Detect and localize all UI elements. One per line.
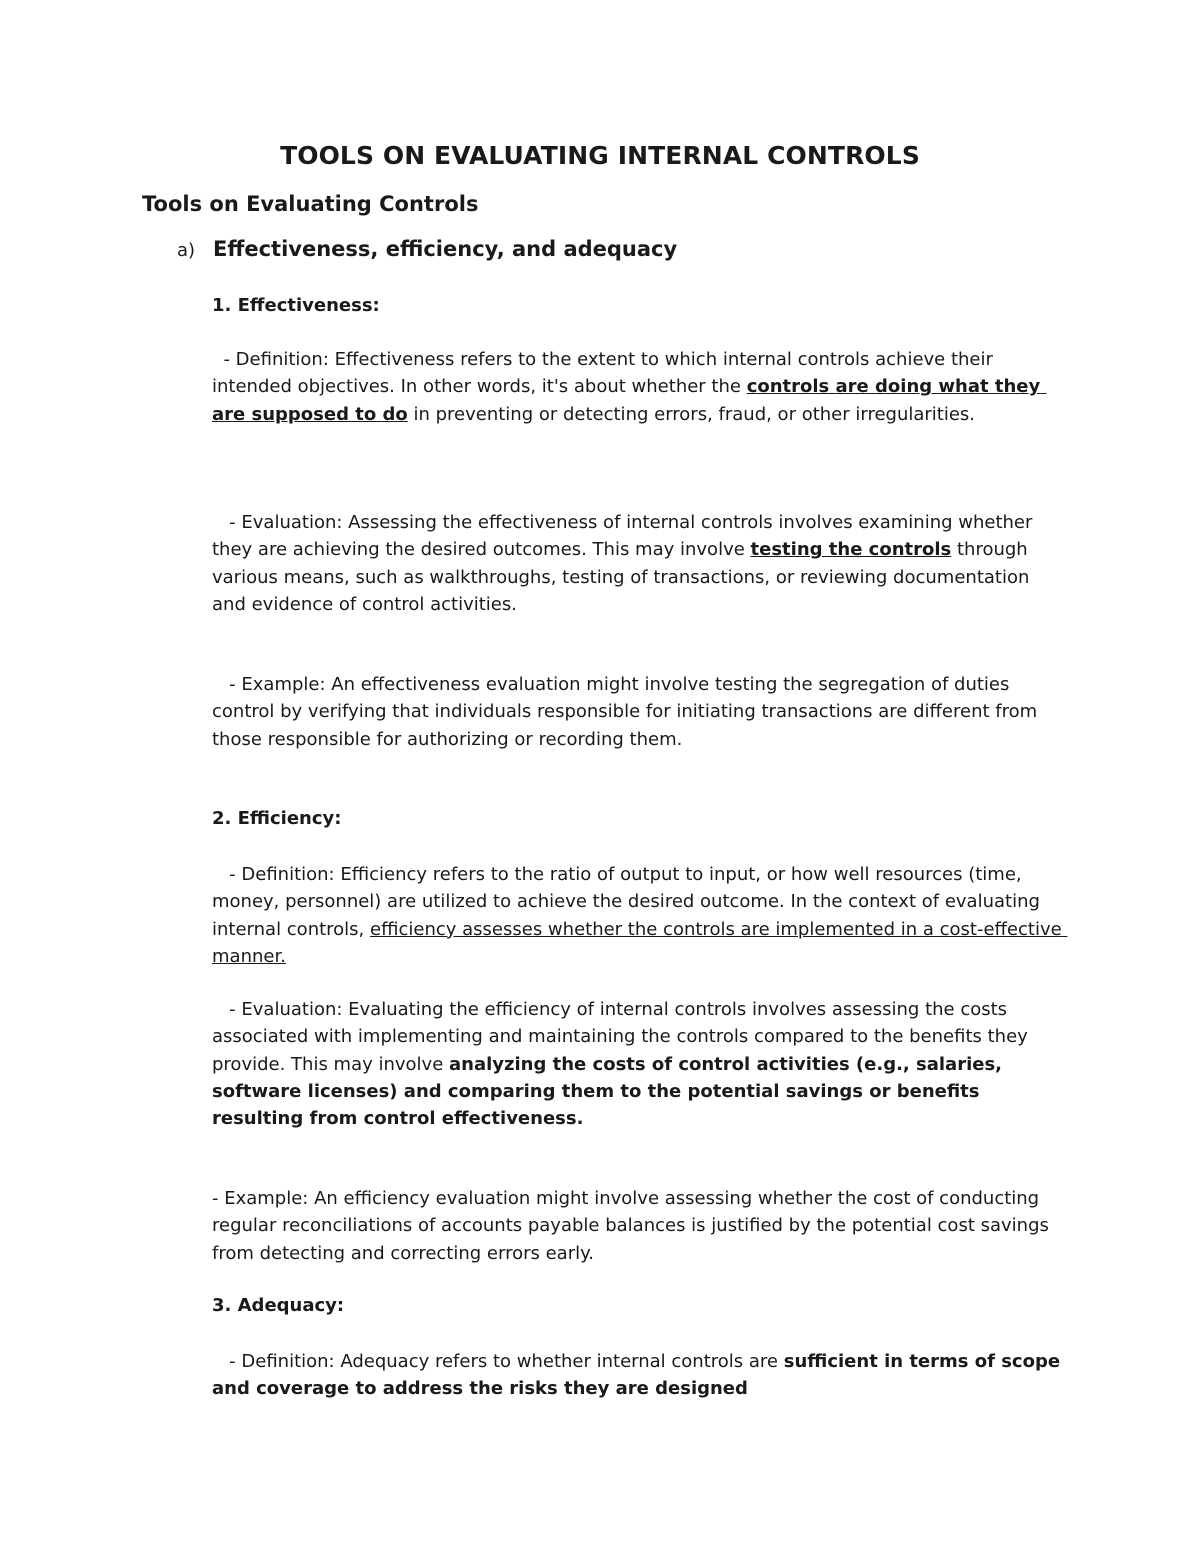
list-item-heading: Effectiveness, efficiency, and adequacy <box>213 237 678 261</box>
section-heading: Tools on Evaluating Controls <box>142 192 479 216</box>
adequacy-heading: 3. Adequacy: <box>212 1295 345 1316</box>
definition-text: - Definition: Adequacy refers to whether internal controls are <box>212 1351 784 1372</box>
efficiency-evaluation <box>212 996 1062 1132</box>
evaluation-text: - Evaluation: Assessing the effectiveness of internal controls involves examining whether they are achieving the desired outcomes. This may involve <box>212 512 1039 561</box>
efficiency-heading: 2. Efficiency: <box>212 808 342 829</box>
bold-text: analyzing the costs of control activities (e.g., salaries, software licenses) and comparing them to the potential savings or benefits resulting from control effectiveness. <box>212 1053 1009 1130</box>
effectiveness-definition <box>212 346 1062 428</box>
list-marker: a) <box>177 240 196 261</box>
bold-text: sufficient in terms of scope and coverage to address the risks they are designed <box>212 1351 1067 1400</box>
emphasized-text: controls are doing what they are supposed to do <box>212 376 1047 425</box>
effectiveness-example: - Example: An effectiveness evaluation might involve testing the segregation of duties control by verifying that individuals responsible for initiating transactions are different from those responsible for authorizing or recording them. <box>212 674 1043 750</box>
effectiveness-evaluation <box>212 509 1062 618</box>
definition-text: - Definition: Effectiveness refers to the extent to which internal controls achieve their intended objectives. In other words, it's about whether the <box>212 349 999 398</box>
effectiveness-heading: 1. Effectiveness: <box>212 295 380 316</box>
definition-text: - Definition: Efficiency refers to the ratio of output to input, or how well resources (time, money, personnel) are utilized to achieve the desired outcome. In the context of evaluating internal controls, <box>212 864 1046 940</box>
list-item-a <box>177 237 677 261</box>
emphasized-text: testing the controls <box>750 539 952 561</box>
definition-text-end: in preventing or detecting errors, fraud, or other irregularities. <box>407 403 976 425</box>
document-title: TOOLS ON EVALUATING INTERNAL CONTROLS <box>280 141 920 170</box>
adequacy-definition <box>212 1348 1067 1403</box>
efficiency-definition <box>212 861 1068 970</box>
efficiency-example: - Example: An efficiency evaluation might involve assessing whether the cost of conducting regular reconciliations of accounts payable balances is justified by the potential cost savings from detecting and correcting errors early. <box>212 1188 1055 1264</box>
underlined-text: efficiency assesses whether the controls are implemented in a cost-effective manner. <box>212 918 1068 967</box>
evaluation-text-end: through various means, such as walkthroughs, testing of transactions, or reviewing documentation and evidence of control activities. <box>212 539 1036 615</box>
evaluation-text: - Evaluation: Evaluating the efficiency of internal controls involves assessing the costs associated with implementing and maintaining the controls compared to the benefits they provide. This may involve <box>212 999 1034 1075</box>
